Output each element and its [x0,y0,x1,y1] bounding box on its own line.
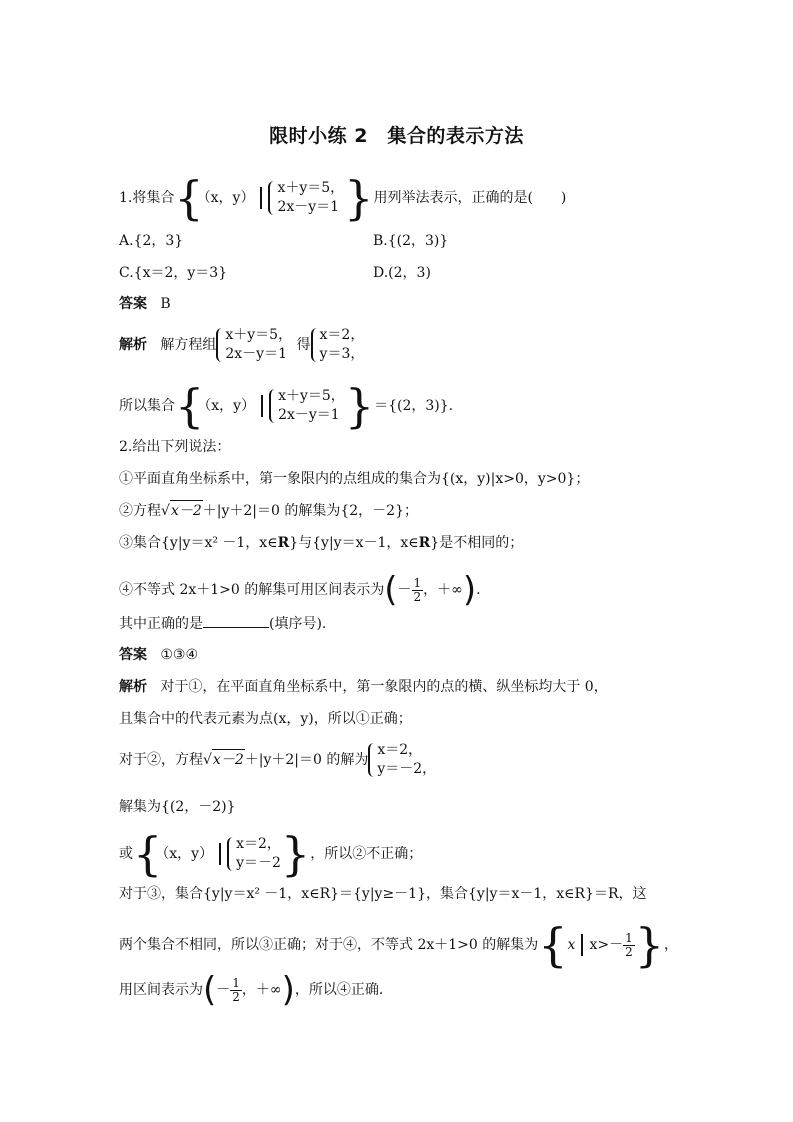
s2-prefix: ②方程 [119,503,161,519]
q2-answer [119,645,198,665]
right-brace: } [344,379,375,433]
a3-suffix: ＋|y＋2|＝0 的解为 [244,752,369,768]
sqrt-sign: √ [203,752,212,768]
q2-analysis-7 [119,918,678,972]
so-prefix: 所以集合 [119,398,175,414]
s4-fraction [412,577,424,604]
set-bar [219,843,221,865]
a8-infinity: ，＋∞ [241,982,282,998]
answer-label: 答案 [119,296,147,312]
q1-eq1c: x＋y＝5， [278,388,345,404]
left-brace: { [538,918,568,972]
right-bracket: ) [462,570,477,610]
s2-suffix: ＋|y＋2|＝0 的解集为{2，－2}； [202,503,418,519]
q2-statement-2 [119,500,418,521]
analysis-mid: 得 [296,337,311,353]
a8-prefix: 用区间表示为 [119,982,203,998]
q2-analysis-3 [119,741,436,779]
q1-sol1: x＝2， [319,327,365,343]
left-bracket: ( [203,970,217,1010]
q1-system-2 [216,326,292,364]
left-brace: { [174,171,204,225]
right-brace: } [344,171,374,225]
page-title: 限时小练 2 集合的表示方法 [269,125,524,147]
a3-sol1: x＝2， [377,742,423,758]
q1-answer [119,294,171,314]
answer-value: ①③④ [160,647,199,663]
q2-analysis-2: 且集合中的代表元素为点(x，y)，所以①正确； [119,711,412,727]
s4-minus: － [397,582,412,598]
a3-radicand: x－2 [212,749,245,770]
q1-system [268,179,344,217]
a8-minus: － [216,982,231,998]
frac-den: 2 [232,989,240,1004]
q1-option-c: C.{x＝2，y＝3} [119,265,228,281]
a5-sol2: y＝－2 [236,855,281,871]
q1-eq1: x＋y＝5， [277,180,345,196]
a8-suffix: ，所以④正确. [294,982,384,998]
q1-element-2: （x，y） [204,398,256,414]
q2-statement-1: ①平面直角坐标系中，第一象限内的点组成的集合为{(x，y)|x>0，y>0}； [119,471,590,487]
left-brace: { [133,827,163,881]
set-bar [260,187,262,209]
right-brace: } [280,827,311,881]
s3-real-2: R [418,535,431,551]
s3-real-1: R [277,535,290,551]
frac-den: 2 [625,944,633,959]
q2-statement-3 [119,533,523,553]
q1-eq1b: x＋y＝5， [225,327,293,343]
q2-analysis-4: 解集为{(2，－2)} [119,799,236,815]
q1-stem [119,171,567,225]
a3-sol2: y＝－2， [377,761,437,777]
frac-num: 1 [625,930,633,945]
q2-analysis-8 [119,970,384,1010]
so-suffix: ＝{(2，3)}. [374,398,454,414]
q1-prefix: 1.将集合 [119,190,175,206]
q1-option-a: A.{2，3} [119,233,184,249]
a3-solution [368,741,436,779]
analysis-label: 解析 [119,337,147,353]
a7-var: x [567,937,576,953]
q1-sol2: y＝3， [319,346,365,362]
answer-label: 答案 [119,647,147,663]
sqrt-sign: √ [161,503,170,519]
a5-prefix: 或 [119,846,133,862]
q2-which [119,613,326,634]
which-suffix: (填序号). [269,616,327,632]
q1-option-b: B.{(2，3)} [373,233,449,249]
a5-element: （x，y） [162,846,214,862]
s3-part-b: }与{y|y＝x－1，x∈ [289,535,419,551]
answer-value: B [160,296,171,312]
q1-element: （x，y） [203,190,255,206]
analysis-text: 解方程组 [160,337,217,353]
a5-suffix: ，所以②不正确； [310,846,423,862]
q1-solution [311,326,365,364]
s3-part-c: }是不相同的； [430,535,524,551]
q2-analysis-6: 对于③，集合{y|y＝x² －1，x∈R}＝{y|y≥－1}，集合{y|y＝x－1，x∈R}＝R，这 [119,886,647,902]
right-brace: } [634,918,664,972]
q2-analysis-1 [119,677,608,697]
which-prefix: 其中正确的是 [119,616,203,632]
left-brace: { [175,379,205,433]
q1-option-d: D.(2，3) [373,265,431,281]
a7-prefix: 两个集合不相同，所以③正确；对于④，不等式 2x＋1>0 的解集为 [119,937,539,953]
right-bracket: ) [281,970,295,1010]
q2-statement-4 [119,570,481,610]
set-bar [261,395,263,417]
analysis-label: 解析 [119,679,147,695]
a8-fraction [230,977,242,1004]
s3-part-a: ③集合{y|y＝x² －1，x∈ [119,535,278,551]
s4-infinity: ，＋∞ [423,582,463,598]
s4-end: . [476,582,481,598]
q1-analysis [119,326,364,364]
q1-system-3 [269,387,345,425]
q1-eq2c: 2x－y＝1 [278,407,340,423]
analysis-text-1: 对于①，在平面直角坐标系中，第一象限内的点的横、纵坐标均大于 0， [160,679,608,695]
set-bar [581,934,583,956]
q1-suffix: 用列举法表示，正确的是( ) [373,190,567,206]
a7-cond: x>－ [589,937,624,953]
frac-num: 1 [232,975,240,990]
q1-eq2: 2x－y＝1 [277,199,340,215]
q1-eq2b: 2x－y＝1 [225,346,287,362]
a5-sol1: x＝2， [236,836,281,852]
frac-den: 2 [413,589,422,604]
q2-head: 2.给出下列说法： [119,439,231,455]
left-bracket: ( [384,570,398,610]
a7-fraction [623,932,635,959]
q1-conclusion [119,379,454,433]
a3-prefix: 对于②，方程 [119,752,203,768]
frac-num: 1 [413,575,422,590]
answer-blank [203,613,269,628]
a5-system [227,835,281,873]
q2-analysis-5 [119,827,423,881]
s2-radicand: x－2 [170,500,203,521]
s4-prefix: ④不等式 2x＋1>0 的解集可用区间表示为 [119,582,385,598]
a7-end: ， [664,937,678,953]
